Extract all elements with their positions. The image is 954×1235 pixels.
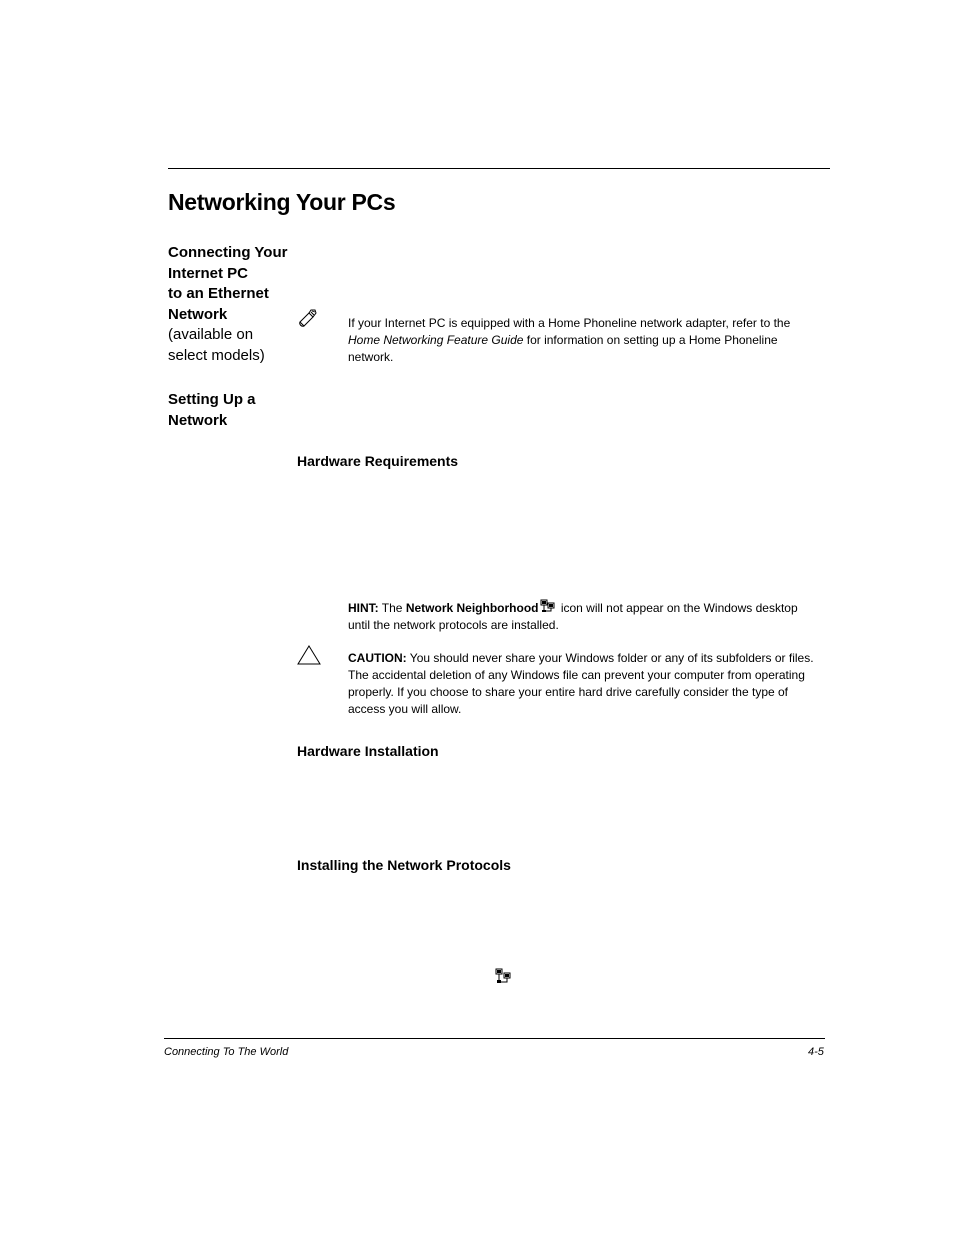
subhead-hardware-requirements: Hardware Requirements — [297, 453, 459, 469]
hint-text — [348, 599, 818, 634]
caution-triangle-icon — [297, 645, 321, 665]
caution-body: You should never share your Windows folder or any of its subfolders or files. The accidental deletion of any Windows file can prevent your computer from operating properly. If you choose to share your entire hard drive carefully consider the type of access you will allow. — [348, 651, 814, 716]
header-rule — [168, 168, 830, 169]
hint-post: icon will not appear on the Windows desktop until the network protocols are installed. — [348, 601, 798, 632]
heading-line: Internet PC — [168, 264, 249, 282]
footer-rule — [164, 1038, 825, 1039]
network-neighborhood-icon — [495, 968, 512, 984]
guide-title: Home Networking Feature Guide — [348, 333, 524, 347]
heading-line: Connecting Your — [168, 244, 288, 261]
caution-label: CAUTION: — [348, 651, 407, 665]
note-text-after: for information on setting up a Home Phoneline network. — [348, 333, 778, 364]
subhead-hardware-installation: Hardware Installation — [297, 743, 439, 759]
heading-sub-line: (available on — [168, 326, 254, 343]
section-heading-setting-up — [168, 390, 256, 431]
caution-text — [348, 650, 828, 718]
footer-chapter-title: Connecting To The World — [164, 1046, 289, 1058]
heading-line: to an Ethernet — [168, 285, 269, 302]
page-title: Networking Your PCs — [168, 189, 396, 215]
section-heading-connecting — [168, 243, 287, 366]
heading-line: Network — [168, 305, 228, 323]
hint-label: HINT: — [348, 601, 379, 615]
heading-line: Setting Up a — [168, 391, 256, 408]
hint-pre: The — [378, 601, 406, 615]
heading-sub-line: select models) — [168, 346, 265, 364]
note-text — [348, 315, 818, 366]
note-pencil-icon — [298, 308, 318, 330]
subhead-installing-protocols: Installing the Network Protocols — [297, 857, 511, 873]
heading-line: Network — [168, 411, 228, 429]
note-text-before: If your Internet PC is equipped with a Home Phoneline network adapter, refer to the — [348, 316, 791, 330]
network-neighborhood-icon — [540, 599, 555, 613]
hint-item: Network Neighborhood — [405, 601, 539, 615]
footer-page-number: 4-5 — [808, 1046, 824, 1058]
